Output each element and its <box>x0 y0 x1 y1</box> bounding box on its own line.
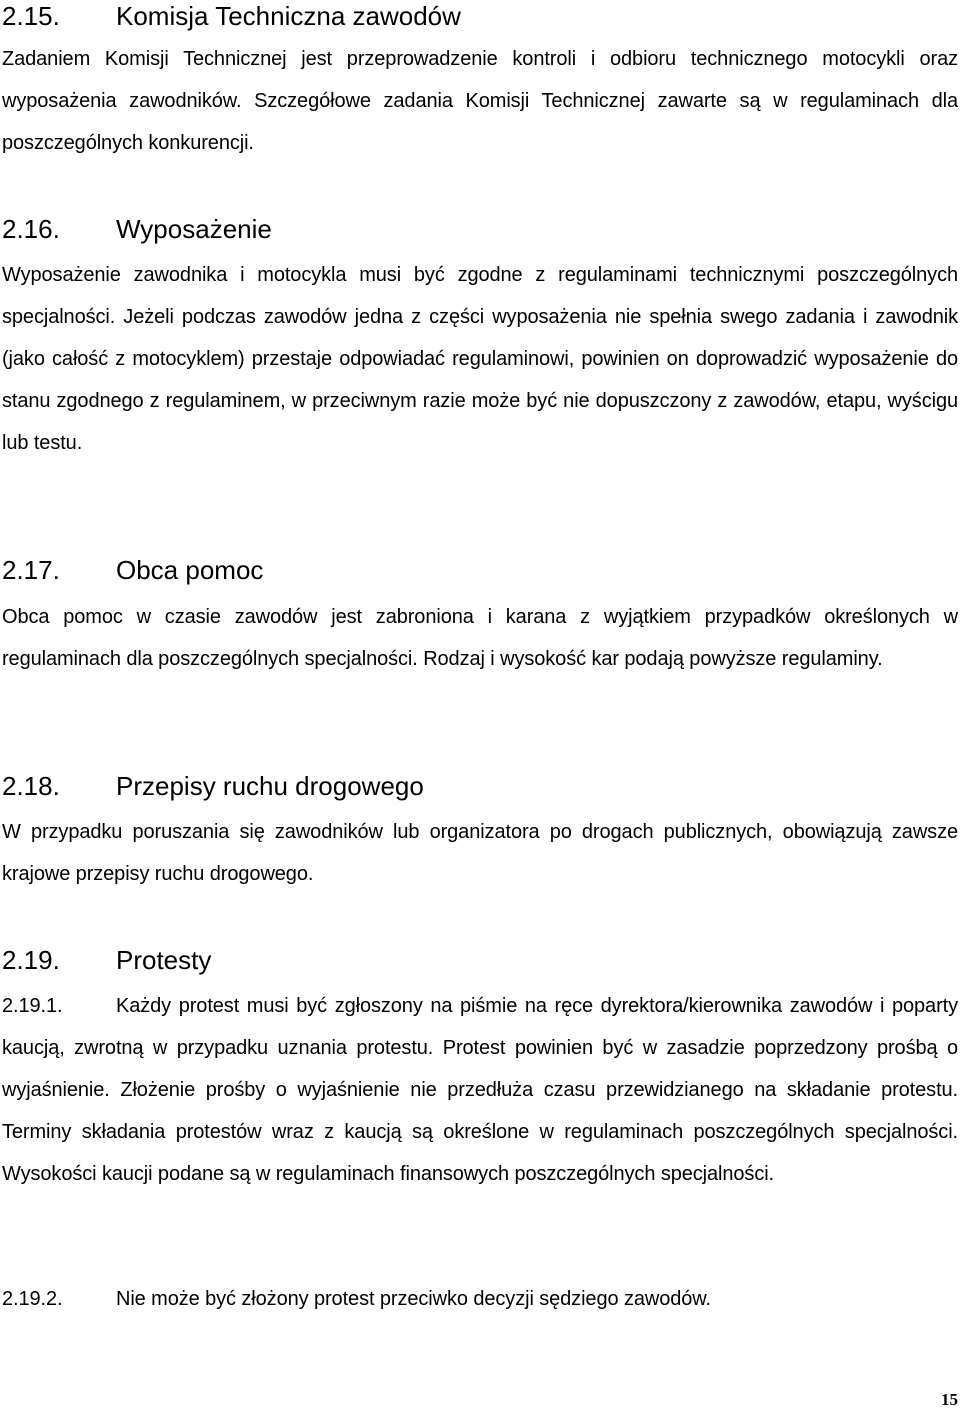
section-heading-2-17 <box>2 554 263 586</box>
subsection-number: 2.19.1. <box>2 995 63 1017</box>
section-body-2-16: Wyposażenie zawodnika i motocykla musi być zgodne z regulaminami technicznymi poszczególnych specjalności. Jeżeli podczas zawodów jedna z części wyposażenia nie spełnia swego zadania i zawodnik (jako całość z motocyklem) przestaje odpowiadać regulaminowi, powinien on doprowadzić wyposażenie do stanu zgodnego z regulaminem, w przeciwnym razie może być nie dopuszczony z zawodów, etapu, wyścigu lub testu. <box>2 264 958 454</box>
section-body-2-17: Obca pomoc w czasie zawodów jest zabroniona i karana z wyjątkiem przypadków określonych w regulaminach dla poszczególnych specjalności. Rodzaj i wysokość kar podają powyższe regulaminy. <box>2 606 958 670</box>
section-number: 2.19. <box>2 945 60 975</box>
section-title: Przepisy ruchu drogowego <box>116 771 424 801</box>
section-heading-2-15 <box>2 0 461 32</box>
section-heading-2-19 <box>2 944 211 976</box>
section-title: Wyposażenie <box>116 214 272 244</box>
section-title: Protesty <box>116 945 212 975</box>
section-number: 2.18. <box>2 771 60 801</box>
subsection-2-19-1 <box>2 985 958 1195</box>
subsection-body: Nie może być złożony protest przeciwko decyzji sędziego zawodów. <box>116 1288 711 1310</box>
section-title: Obca pomoc <box>116 555 264 585</box>
section-body-2-18: W przypadku poruszania się zawodników lub organizatora po drogach publicznych, obowiązują zawsze krajowe przepisy ruchu drogowego. <box>2 821 958 885</box>
section-heading-2-16 <box>2 213 272 245</box>
section-number: 2.15. <box>2 1 60 31</box>
page-number: 15 <box>941 1390 958 1409</box>
section-body-2-15: Zadaniem Komisji Technicznej jest przeprowadzenie kontroli i odbioru technicznego motocykli oraz wyposażenia zawodników. Szczegółowe zadania Komisji Technicznej zawarte są w regulaminach dla poszczególnych konkurencji. <box>2 48 958 154</box>
section-number: 2.16. <box>2 214 60 244</box>
subsection-number: 2.19.2. <box>2 1288 63 1310</box>
subsection-body: Każdy protest musi być zgłoszony na piśmie na ręce dyrektora/kierownika zawodów i poparty kaucją, zwrotną w przypadku uznania protestu. Protest powinien być w zasadzie poprzedzony prośbą o wyjaśnienie. Złożenie prośby o wyjaśnienie nie przedłuża czasu przewidzianego na składanie protestu. Terminy składania protestów wraz z kaucją są określone w regulaminach poszczególnych specjalności. Wysokości kaucji podane są w regulaminach finansowych poszczególnych specjalności. <box>2 995 958 1185</box>
section-number: 2.17. <box>2 555 60 585</box>
section-title: Komisja Techniczna zawodów <box>116 1 461 31</box>
subsection-2-19-2 <box>2 1278 958 1320</box>
section-heading-2-18 <box>2 770 424 802</box>
